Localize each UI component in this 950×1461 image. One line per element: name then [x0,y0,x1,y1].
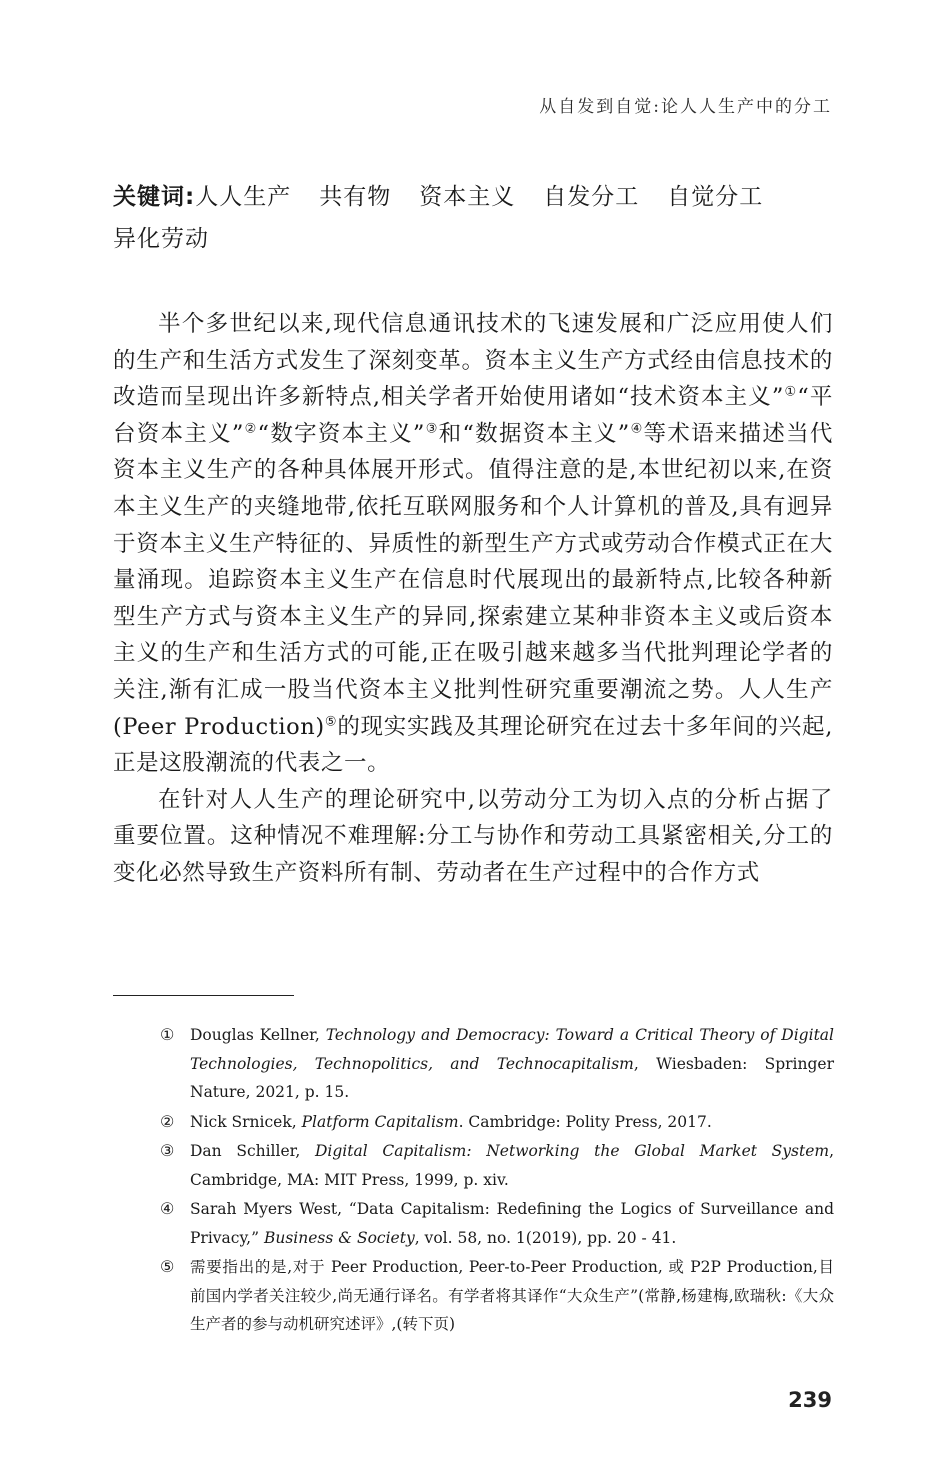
keyword-item: 共有物 [319,184,392,210]
paragraph-text: “数字资本主义” [257,420,426,447]
footnote-5 [160,1253,834,1339]
keyword-item: 自觉分工 [667,184,764,210]
keyword-item: 人人生产 [195,184,292,210]
footnote-author: Douglas Kellner, [190,1026,326,1044]
paragraph-text: 的现实实践及其理论研究在过去十多年间的兴起,正是这股潮流的代表之一。 [113,713,833,777]
footnote-marker[interactable]: ② [243,421,258,437]
footnote-marker[interactable]: ① [783,384,798,400]
footnote-marker[interactable]: ③ [425,421,439,437]
footnote-2 [160,1108,834,1137]
paragraph-text: “平台资本主义” [113,384,833,447]
footnote-number: ⑤ [160,1257,175,1276]
paragraph-text: 半个多世纪以来,现代信息通讯技术的飞速发展和广泛应用使人们的生产和生活方式发生了深刻变革。资本主义生产方式经由信息技术的改造而呈现出许多新特点,相关学者开始使用诸如“技术资本主义” [113,311,833,411]
footnote-separator [113,995,294,996]
footnote-author: Sarah Myers West, “Data Capitalism: Redefining the Logics of Surveillance and Privacy,” [190,1200,834,1247]
footnote-rest: , Cambridge, MA: MIT Press, 1999, p. xiv. [190,1142,835,1189]
keyword-item: 自发分工 [543,184,640,210]
footnote-title: Platform Capitalism [301,1112,459,1131]
footnote-author: Nick Srnicek, [190,1112,302,1131]
footnote-author: Dan Schiller, [190,1142,315,1160]
page-number: 239 [788,1388,832,1412]
footnote-number: ③ [160,1141,175,1160]
body-paragraph-2: 在针对人人生产的理论研究中,以劳动分工为切入点的分析占据了重要位置。这种情况不难理解:分工与协作和劳动工具紧密相关,分工的变化必然导致生产资料所有制、劳动者在生产过程中的合作方式 [113,786,833,886]
keywords-block [113,176,833,260]
keyword-item: 异化劳动 [113,226,209,252]
footnotes [160,1021,834,1340]
body-paragraph-1 [113,306,833,782]
keywords-label: 关键词: [113,184,196,210]
footnote-title: Business & Society [263,1228,415,1247]
footnote-marker[interactable]: ④ [629,421,644,437]
footnote-1 [160,1021,834,1107]
footnote-rest: , Wiesbaden: Springer Nature, 2021, p. 15. [190,1054,834,1101]
paragraph-text: 等术语来描述当代资本主义生产的各种具体展开形式。值得注意的是,本世纪初以来,在资本主义生产的夹缝地带,依托互联网服务和个人计算机的普及,具有迥异于资本主义生产特征的、异质性的新型生产方式或劳动合作模式正在大量涌现。追踪资本主义生产在信息时代展现出的最新特点,比较各种新型生产方式与资本主义生产的异同,探索建立某种非资本主义或后资本主义的生产和生活方式的可能,正在吸引越来越多当代批判理论学者的关注,渐有汇成一股当代资本主义批判性研究重要潮流之势。人人生产(Peer Production) [113,420,833,740]
keyword-item: 资本主义 [419,184,516,210]
footnote-title: Technology and Democracy: Toward a Critical Theory of Digital Technologies, Technopolitics, and Technocapitalism [190,1026,834,1073]
footnote-4 [160,1195,834,1252]
footnote-rest: , vol. 58, no. 1(2019), pp. 20 - 41. [414,1228,677,1247]
footnote-number: ① [160,1025,175,1044]
footnote-title: Digital Capitalism: Networking the Global Market System [314,1142,830,1160]
footnote-number: ② [160,1111,175,1131]
footnote-number: ④ [160,1199,175,1218]
running-header: 从自发到自觉:论人人生产中的分工 [539,97,832,117]
footnote-text: 需要指出的是,对于 Peer Production, Peer-to-Peer Production, 或 P2P Production,目前国内学者关注较少,尚无通行译名。有学者将其译作“大众生产”(常静,杨建梅,欧瑞秋:《大众生产者的参与动机研究述评》,(转下页) [190,1258,834,1333]
paragraph-text: 和“数据资本主义” [438,420,630,447]
footnote-3 [160,1137,834,1194]
footnote-rest: . Cambridge: Polity Press, 2017. [458,1112,712,1131]
footnote-marker[interactable]: ⑤ [324,714,338,730]
body-text [113,306,833,892]
